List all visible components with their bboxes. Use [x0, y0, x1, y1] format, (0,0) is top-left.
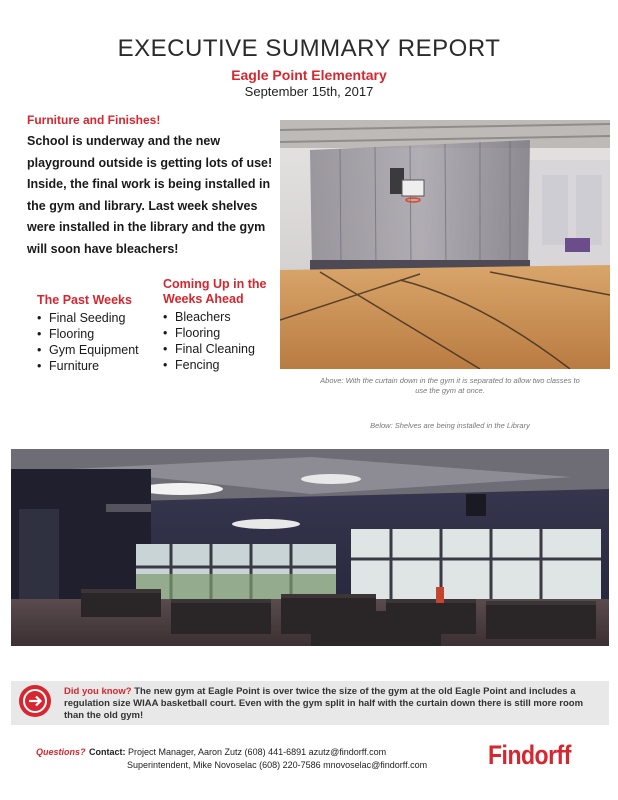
contact-pm-text: Project Manager, Aaron Zutz (608) 441-6891 azutz@findorff.com	[125, 747, 387, 757]
list-item: • Fencing	[163, 358, 220, 372]
weeks-ahead-list	[163, 277, 283, 373]
section-heading: Furniture and Finishes!	[27, 113, 161, 127]
weeks-ahead-title: Coming Up in the Weeks Ahead	[163, 277, 267, 306]
gym-caption: Above: With the curtain down in the gym it is separated to allow two classes to use the gym at once.	[320, 376, 580, 395]
list-item: • Furniture	[37, 359, 100, 373]
bullet-icon: •	[163, 310, 168, 324]
bullet-icon: •	[37, 311, 42, 325]
report-title: EXECUTIVE SUMMARY REPORT	[117, 35, 501, 62]
arrow-right-circle-icon	[19, 685, 51, 717]
report-date: September 15th, 2017	[244, 84, 374, 99]
report-header	[0, 34, 618, 100]
bullet-icon: •	[163, 326, 168, 340]
footer	[0, 740, 618, 786]
bullet-icon: •	[163, 342, 168, 356]
list-item: • Gym Equipment	[37, 343, 139, 357]
school-name: Eagle Point Elementary	[231, 67, 387, 83]
past-weeks-list	[37, 293, 157, 374]
list-item: • Flooring	[37, 327, 95, 341]
bullet-icon: •	[37, 359, 42, 373]
library-caption: Below: Shelves are being installed in the Library	[370, 421, 530, 430]
list-item: • Final Cleaning	[163, 342, 255, 356]
contact-superintendent: Superintendent, Mike Novoselac (608) 220-7586 mnovoselac@findorff.com	[127, 760, 428, 770]
gym-photo	[280, 120, 610, 369]
contact-label: Contact:	[89, 747, 126, 757]
list-item: • Bleachers	[163, 310, 231, 324]
list-item: • Final Seeding	[37, 311, 126, 325]
did-you-know-callout	[11, 681, 609, 725]
contact-project-manager	[89, 746, 386, 758]
bullet-icon: •	[37, 327, 42, 341]
questions-label: Questions?	[36, 747, 86, 757]
library-photo	[11, 449, 609, 646]
past-weeks-title: The Past Weeks	[37, 293, 132, 307]
bullet-icon: •	[163, 358, 168, 372]
did-you-know-body: The new gym at Eagle Point is over twice the size of the gym at the old Eagle Point and includes a regulation size WIAA basketball court. Even with the gym split in half with the curtain down there is still more room than the old gym!	[64, 686, 584, 721]
bullet-icon: •	[37, 343, 42, 357]
list-item: • Flooring	[163, 326, 221, 340]
findorff-logo: Findorff	[488, 740, 571, 770]
intro-paragraph: School is underway and the new playground outside is getting lots of use! Inside, the final work is being installed in the gym and library. Last week shelves were installed in the library and the gym will soon have bleachers!	[27, 134, 273, 256]
did-you-know-label: Did you know?	[64, 686, 132, 697]
did-you-know-text	[64, 686, 604, 722]
